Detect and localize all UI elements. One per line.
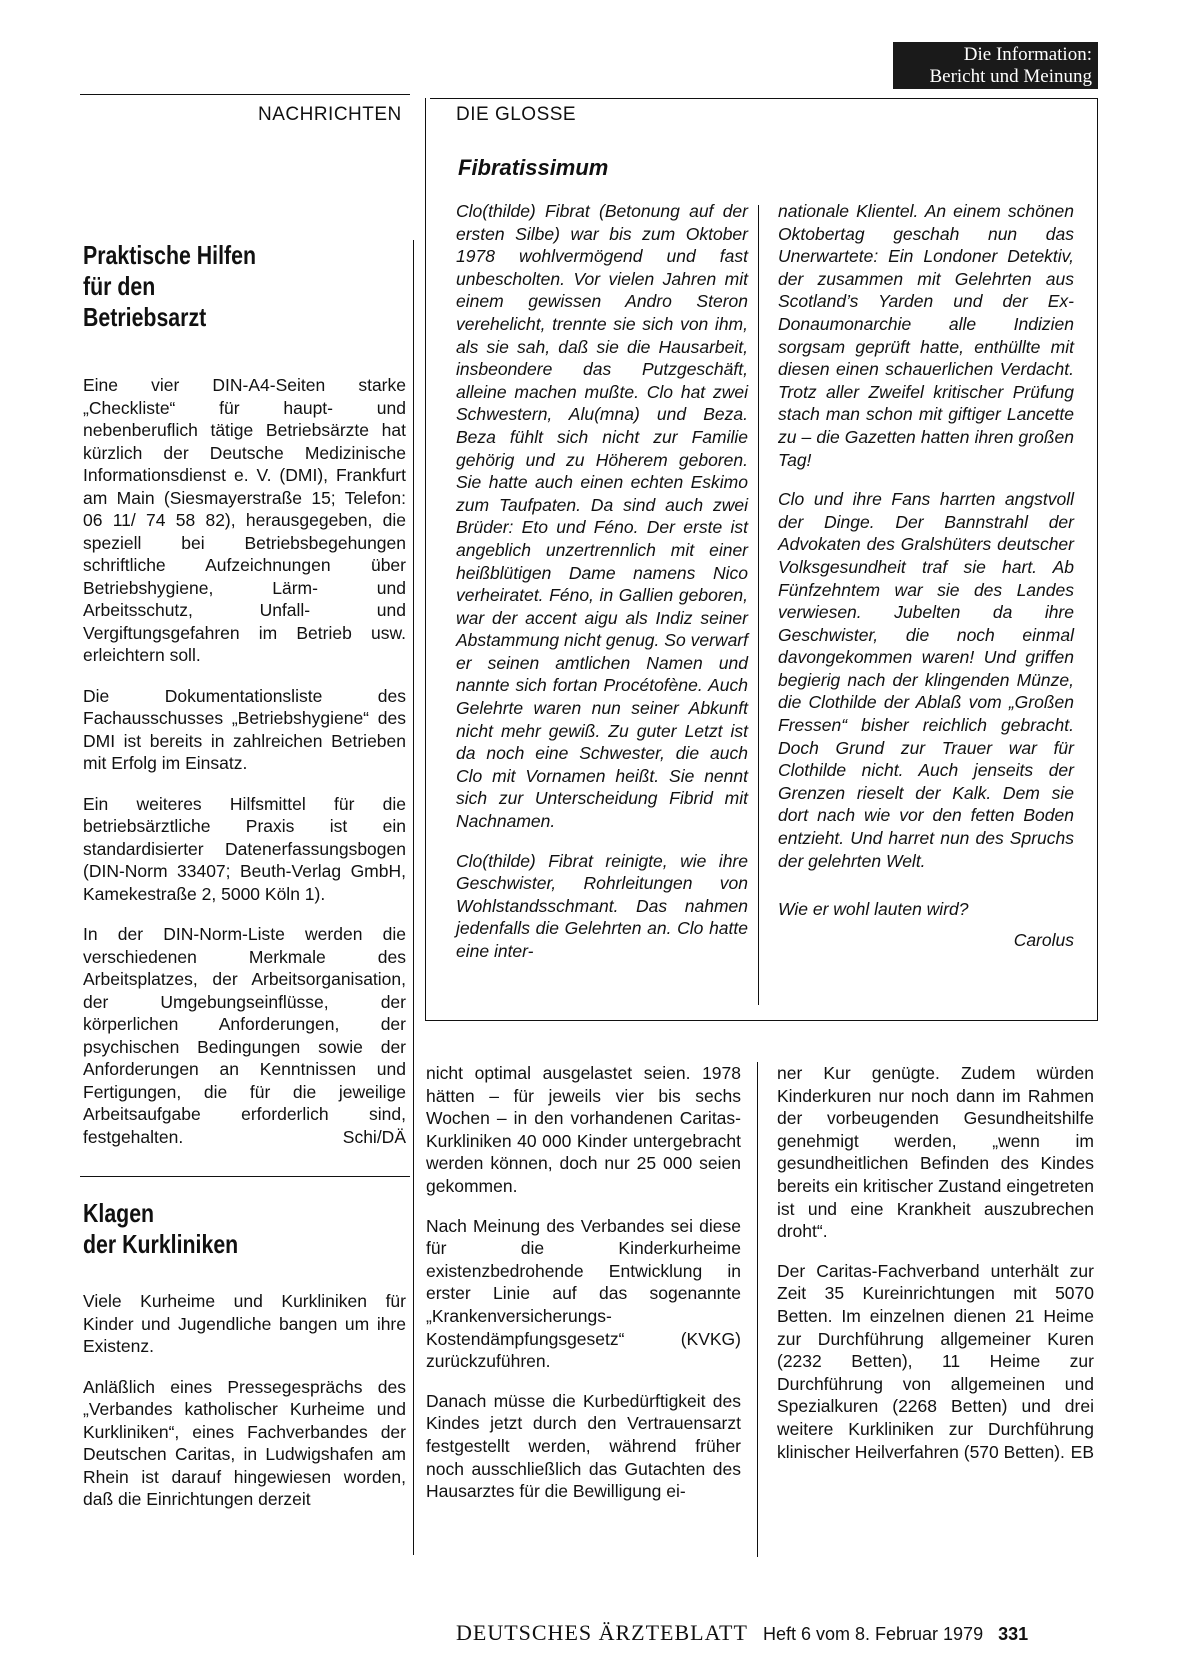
article2-paragraph: Nach Meinung des Verbandes sei diese für die Kinderkurheime existenzbedrohende Entwicklung in erster Linie auf das sogenannte „Krankenversicherungs-Kostendämpfungsgesetz“ (KVKG) zurückzuführen. <box>426 1215 741 1372</box>
section-badge <box>893 42 1098 89</box>
article2-column-3 <box>777 1062 1094 1463</box>
article2-column-2 <box>426 1062 741 1503</box>
glosse-box-left <box>425 98 426 1020</box>
journal-name: DEUTSCHES ÄRZTEBLATT <box>456 1620 748 1645</box>
section-label-gloss: DIE GLOSSE <box>456 104 577 125</box>
article1-paragraph: Die Dokumentationsliste des Fachausschusses „Betriebshygiene“ des DMI ist bereits in zahlreichen Betrieben mit Erfolg im Einsatz. <box>83 685 406 773</box>
glosse-paragraph: Clo und ihre Fans harrten angstvoll der Dinge. Der Bannstrahl der Advokaten des Gralshüters deutscher Volksgesundheit traf sie hart. Ab Fünfzehntem war sie des Landes verwiesen. Jubelten da ihre Geschwister, die noch einmal davongekommen waren! Und griffen begierig nach der klingenden Münze, die Clothilde der Ablaß vom „Großen Fressen“ bisher reichlich gebracht. Doch Grund zur Trauer war für Clothilde nicht. Auch jenseits der Grenzen rieselt der Kalk. Dem sie dort nach wie vor den fetten Boden entzieht. Und harret nun des Spruchs der gelehrten Welt. <box>778 489 1074 871</box>
article1-paragraph: Ein weiteres Hilfsmittel für die betriebsärztliche Praxis ist ein standardisierter Datenerfassungsbogen (DIN-Norm 33407; Beuth-Verlag GmbH, Kamekestraße 2, 5000 Köln 1). <box>83 793 406 904</box>
glosse-author: Carolus <box>1013 929 1074 950</box>
article2-paragraph: nicht optimal ausgelastet seien. 1978 hätten – für jeweils vier bis sechs Wochen – in den vorhandenen Caritas-Kurkliniken 40 000 Kinder untergebracht werden können, doch nur 25 000 seien gekommen. <box>426 1063 741 1196</box>
left-column <box>83 240 406 1148</box>
left-column-article2 <box>83 1198 406 1511</box>
glosse-box-right <box>1097 98 1098 1020</box>
glosse-box-bottom <box>425 1020 1098 1021</box>
glosse-paragraph: Clo(thilde) Fibrat reinigte, wie ihre Geschwister, Rohrleitungen von Wohlstandsschmant. Das nahmen jedenfalls die Gelehrten an. Clo hatte eine inter- <box>456 850 748 961</box>
column-divider-left <box>413 240 414 1555</box>
glosse-column-2 <box>778 200 1074 951</box>
issue-info: Heft 6 vom 8. Februar 1979 <box>762 1624 984 1644</box>
top-rule-left <box>80 94 410 95</box>
glosse-title: Fibratissimum <box>458 155 609 180</box>
glosse-closing-line: Wie er wohl lauten wird? <box>778 899 969 920</box>
page-number: 331 <box>998 1624 1029 1644</box>
glosse-box-top <box>430 98 1098 99</box>
glosse-column-divider <box>758 205 759 1005</box>
glosse-paragraph: nationale Klientel. An einem schönen Oktobertag geschah nun das Unerwartete: Ein Londoner Detektiv, der zusammen mit Gelehrten aus Scotland’s Yarden und der Ex-Donaumonarchie alle Indizien sorgsam geprüft hatte, enthüllte mit diesen einen schauerlichen Verdacht. Trotz aller Zweifel kritischer Prüfung stach man schon mit giftiger Lancette zu – die Gazetten hatten ihren großen Tag! <box>778 201 1074 470</box>
glosse-paragraph: Clo(thilde) Fibrat (Betonung auf der ersten Silbe) war bis zum Oktober 1978 wohlvermögend und fast unbescholten. Vor vielen Jahren mit einem gewissen Andro Steron verehelicht, trennte sie sich von ihm, als sie sah, daß sie die Hausarbeit, insbeondere das Putzgeschäft, alleine machen mußte. Clo hat zwei Schwestern, Alu(mna) und Beza. Beza fühlt sich nicht zur Familie gehörig und zu Höherem geboren. Sie hatte auch einen echten Eskimo zum Taufpaten. Da sind auch zwei Brüder: Eto und Féno. Der erste ist angeblich unzertrennlich mit einer heißblütigen Dame namens Nico verheiratet. Féno, in Gallien geboren, war der accent aigu als Indiz seiner Abstammung nicht genug. So verwarf er seinen amtlichen Namen und nannte sich fortan Procétofène. Auch Gelehrte waren nun seiner Abkunft nicht mehr gewiß. Zu guter Letzt ist da noch eine Schwester, die auch Clo mit Vornamen heißt. Sie nennt sich zur Unterscheidung Fibrid mit Nachnamen. <box>456 201 748 832</box>
article1-headline: Praktische Hilfen für den Betriebsarzt <box>83 240 257 332</box>
page-footer <box>456 1620 1096 1646</box>
article2-paragraph: Anläßlich eines Pressegesprächs des „Verbandes katholischer Kurheime und Kurkliniken“, eines Fachverbandes der Deutschen Caritas, in Ludwigshafen am Rhein ist darauf hingewiesen worden, daß die Einrichtungen derzeit <box>83 1376 406 1509</box>
article1-paragraph: In der DIN-Norm-Liste werden die verschiedenen Merkmale des Arbeitsplatzes, der Arbeitsorganisation, der Umgebungseinflüsse, der körperlichen Anforderungen, der psychischen Bedingungen sowie der Anforderungen an Kenntnissen und Fertigungen, die für die jeweilige Arbeitsaufgabe erforderlich sind, festgehalten. Schi/DÄ <box>83 924 406 1147</box>
article1-author: Schi/DÄ <box>342 1126 406 1147</box>
article2-paragraph: Danach müsse die Kurbedürftigkeit des Kindes jetzt durch den Vertrauensarzt festgestellt werden, während früher noch ausschließlich das Gutachten des Hausarztes für die Bewilligung ei- <box>426 1390 741 1502</box>
article-separator <box>80 1176 410 1177</box>
article2-paragraph: Der Caritas-Fachverband unterhält zur Zeit 35 Kureinrichtungen mit 5070 Betten. Im einzelnen dienen 21 Heime zur Durchführung allgemeiner Kuren (2232 Betten), 11 Heime zur Durchführung von allgemeinen und Spezialkuren (2268 Betten) und drei weitere Kurkliniken zur Durchführung klinischer Heilverfahren (570 Betten). EB <box>777 1260 1094 1462</box>
article1-paragraph: Eine vier DIN-A4-Seiten starke „Checkliste“ für haupt- und nebenberuflich tätige Betriebsärzte hat kürzlich der Deutsche Medizinische Informationsdienst e. V. (DMI), Frankfurt am Main (Siesmayerstraße 15; Telefon: 06 11/ 74 58 82), herausgegeben, die speziell bei Betriebsbegehungen schriftliche Aufzeichnungen über Betriebshygiene, Lärm- und Arbeitsschutz, Unfall- und Vergiftungsgefahren im Betrieb usw. erleichtern soll. <box>83 375 406 665</box>
section-label-news: NACHRICHTEN <box>258 104 402 125</box>
article2-paragraph: ner Kur genügte. Zudem würden Kinderkuren nur noch dann im Rahmen der vorbeugenden Gesundheitshilfe genehmigt werden, „wenn im gesundheitlichen Befinden des Kindes bereits ein kritischer Zustand eingetreten ist und eine Krankheit auszubrechen droht“. <box>777 1063 1094 1242</box>
bottom-column-divider <box>757 1062 758 1557</box>
glosse-column-1 <box>456 200 748 963</box>
article2-headline: Klagen der Kurkliniken <box>83 1198 239 1259</box>
article2-author: EB <box>1070 1441 1094 1462</box>
badge-line-1: Die Information: <box>963 44 1092 65</box>
article2-paragraph: Viele Kurheime und Kurkliniken für Kinder und Jugendliche bangen um ihre Existenz. <box>83 1291 406 1356</box>
badge-line-2: Bericht und Meinung <box>929 66 1092 87</box>
